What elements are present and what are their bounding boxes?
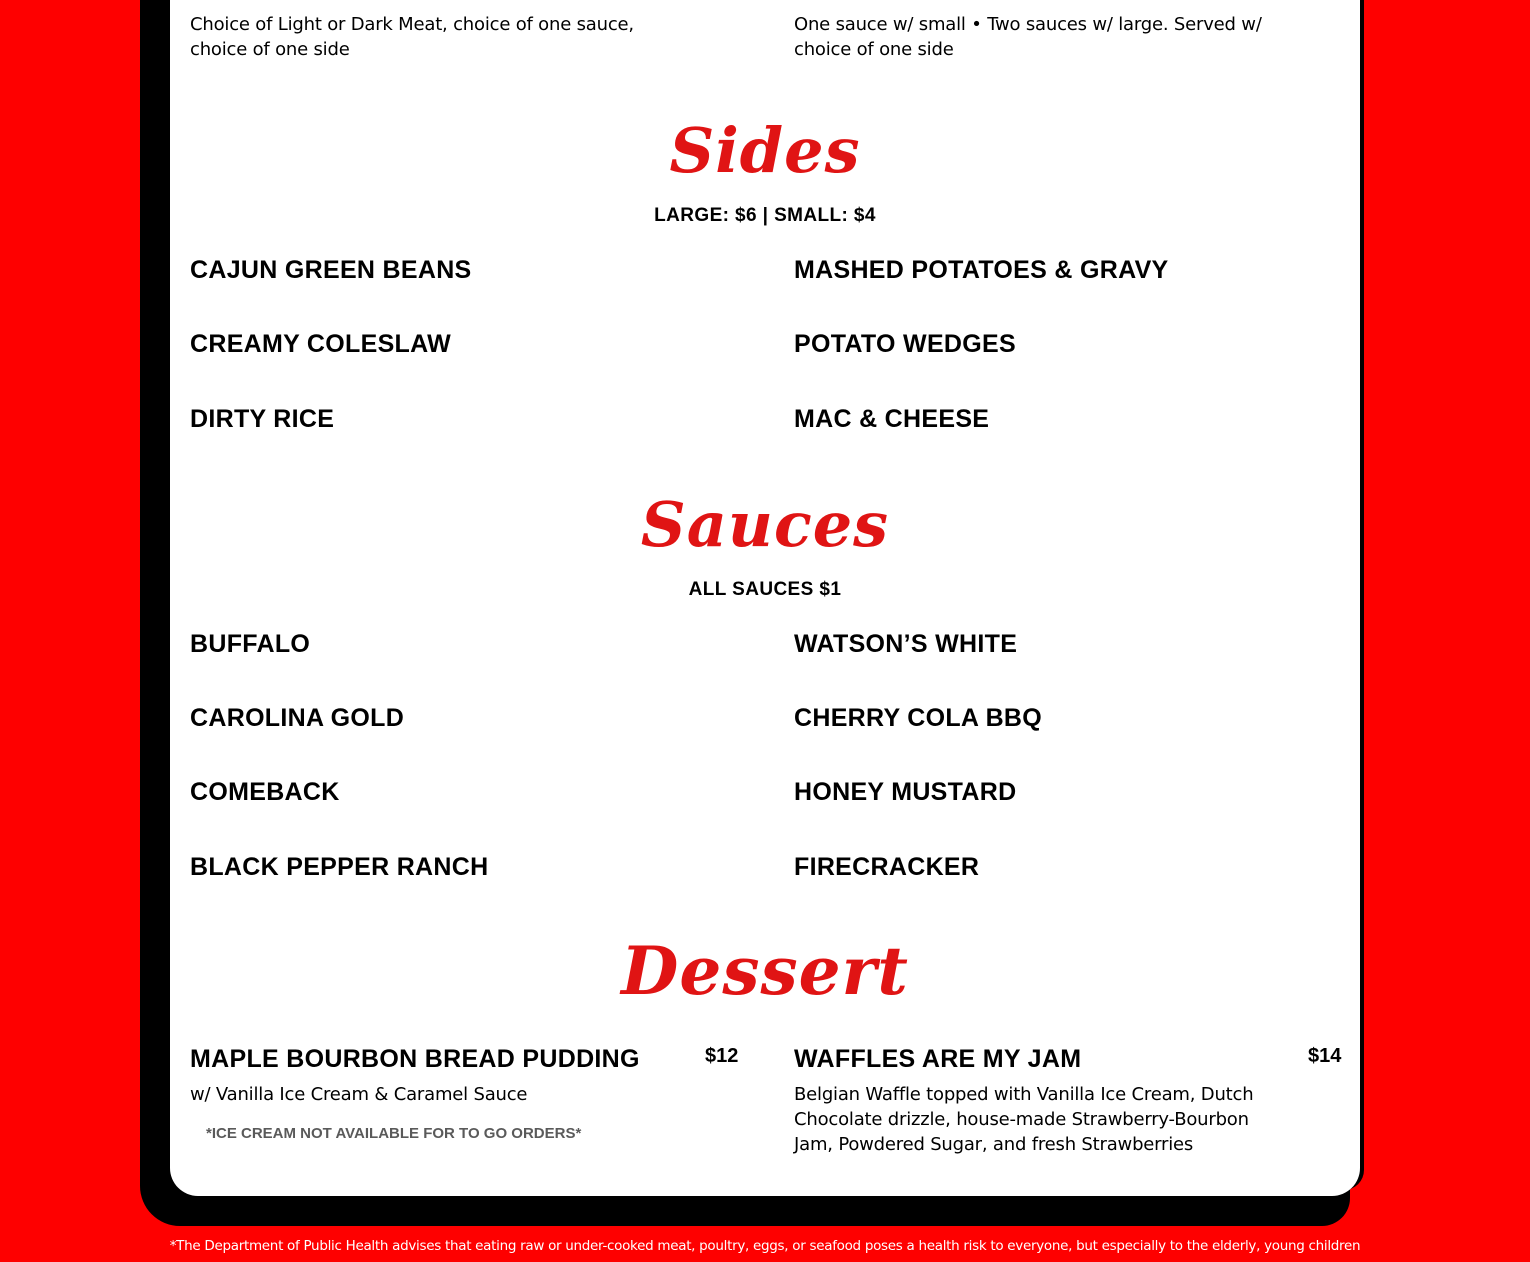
side-item: CREAMY COLESLAW bbox=[190, 330, 451, 358]
sauces-pricing: ALL SAUCES $1 bbox=[688, 579, 842, 600]
side-item: MAC & CHEESE bbox=[794, 405, 990, 433]
top-left-item-description: Choice of Light or Dark Meat, choice of one sauce, choice of one side bbox=[190, 14, 634, 60]
sauce-item: BUFFALO bbox=[190, 630, 311, 658]
dessert-item-price: $12 bbox=[705, 1045, 739, 1067]
dessert-section-title: Dessert bbox=[621, 932, 909, 1010]
dessert-item-note: *ICE CREAM NOT AVAILABLE FOR TO GO ORDERS* bbox=[206, 1125, 582, 1142]
sides-section-title: Sides bbox=[669, 114, 861, 187]
sauce-item: FIRECRACKER bbox=[794, 853, 980, 881]
dessert-item-name: WAFFLES ARE MY JAM bbox=[794, 1045, 1082, 1073]
health-disclaimer: *The Department of Public Health advises that eating raw or under-cooked meat, poultry, eggs, or seafood poses a health risk to everyone, but especially to the elderly, young children bbox=[169, 1238, 1361, 1254]
sides-pricing: LARGE: $6 | SMALL: $4 bbox=[654, 205, 876, 226]
side-item: MASHED POTATOES & GRAVY bbox=[794, 256, 1169, 284]
menu-card bbox=[170, 0, 1360, 1196]
dessert-item-price: $14 bbox=[1308, 1045, 1342, 1067]
dessert-item-description: w/ Vanilla Ice Cream & Caramel Sauce bbox=[190, 1084, 528, 1105]
sauce-item: HONEY MUSTARD bbox=[794, 778, 1017, 806]
side-item: CAJUN GREEN BEANS bbox=[190, 256, 472, 284]
sauce-item: CAROLINA GOLD bbox=[190, 704, 405, 732]
dessert-item-description: Belgian Waffle topped with Vanilla Ice Cream, Dutch Chocolate drizzle, house-made Strawberry-Bourbon Jam, Powdered Sugar, and fresh Strawberries bbox=[794, 1084, 1254, 1155]
side-item: POTATO WEDGES bbox=[794, 330, 1016, 358]
sauce-item: WATSON’S WHITE bbox=[794, 630, 1018, 658]
top-right-item-description: One sauce w/ small • Two sauces w/ large. Served w/ choice of one side bbox=[794, 14, 1262, 60]
sauce-item: CHERRY COLA BBQ bbox=[794, 704, 1043, 732]
dessert-item-name: MAPLE BOURBON BREAD PUDDING bbox=[190, 1045, 640, 1073]
sauce-item: COMEBACK bbox=[190, 778, 340, 806]
side-item: DIRTY RICE bbox=[190, 405, 335, 433]
sauce-item: BLACK PEPPER RANCH bbox=[190, 853, 489, 881]
sauces-section-title: Sauces bbox=[640, 488, 890, 561]
